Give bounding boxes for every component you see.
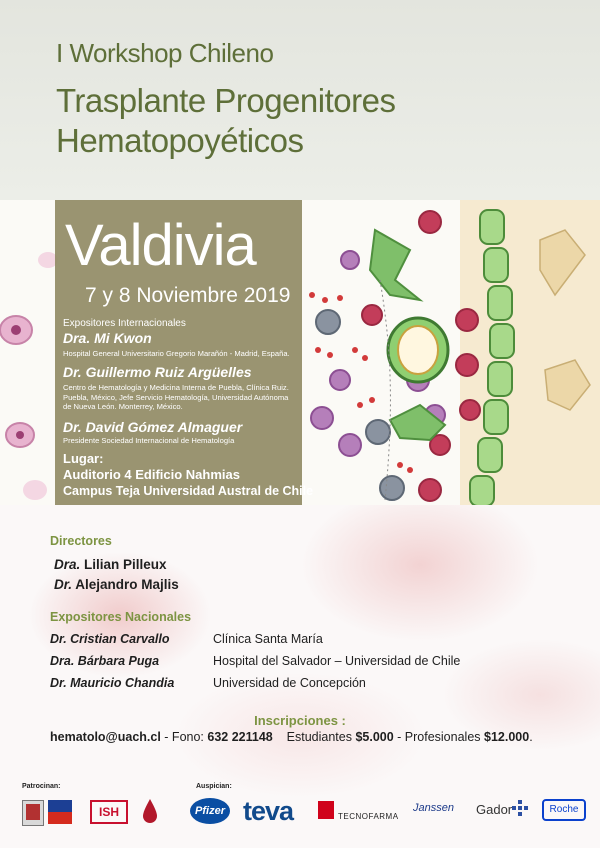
director-name [54, 557, 167, 572]
blood-drop-icon [142, 798, 158, 824]
event-info-panel [55, 200, 314, 505]
intl-speaker-name: Dra. Mi Kwon [63, 330, 152, 346]
phone-number: 632 221148 [207, 730, 273, 744]
venue-label: Lugar: [63, 451, 104, 466]
intl-speaker-affiliation: Hospital General Universitario Gregorio Marañón - Madrid, España. [63, 349, 290, 358]
janssen-logo: Janssen [413, 802, 454, 814]
national-speaker-affiliation: Universidad de Concepción [213, 676, 366, 690]
director-title: Dr. [54, 577, 73, 592]
tecnofarma-logo: TECNOFARMA [338, 812, 399, 821]
national-speaker-row [50, 654, 570, 672]
national-speaker-name: Dr. Mauricio Chandia [50, 676, 175, 690]
national-speaker-name: Dr. Cristian Carvallo [50, 632, 170, 646]
event-city: Valdivia [65, 213, 256, 278]
event-dates: 7 y 8 Noviembre 2019 [85, 284, 291, 307]
directors-heading: Directores [50, 534, 112, 548]
event-title-line-1: I Workshop Chileno [56, 38, 274, 68]
sentence-end: . [529, 730, 533, 744]
international-speakers-heading: Expositores Internacionales [63, 318, 186, 329]
director-title: Dra. [54, 557, 81, 572]
national-speaker-row [50, 632, 570, 650]
patrocinan-label: Patrocinan: [22, 783, 61, 790]
university-seal-logo [22, 800, 44, 826]
director-name [54, 577, 179, 592]
contact-email-link[interactable]: hematolo@uach.cl [50, 730, 161, 744]
teva-logo: teva [243, 796, 294, 826]
ish-logo: ISH [90, 800, 128, 824]
director-fullname: Lilian Pilleux [84, 557, 167, 572]
students-price: $5.000 [355, 730, 394, 744]
chile-government-logo [48, 800, 72, 824]
blood-drop-logo [142, 798, 158, 824]
seal-shield-icon [26, 804, 40, 820]
roche-logo: Roche [542, 799, 586, 821]
students-label: Estudiantes [286, 730, 356, 744]
national-speaker-name: Dra. Bárbara Puga [50, 654, 160, 668]
professionals-label: Profesionales [404, 730, 484, 744]
national-speaker-affiliation: Hospital del Salvador – Universidad de Chile [213, 654, 461, 668]
national-speaker-row [50, 676, 570, 694]
phone-label: - Fono: [160, 730, 208, 744]
professionals-price: $12.000 [484, 730, 530, 744]
gador-cross-icon [512, 800, 528, 816]
pfizer-logo: Pfizer [190, 798, 230, 824]
national-speakers-heading: Expositores Nacionales [50, 610, 192, 624]
venue-campus: Campus Teja Universidad Austral de Chile [63, 484, 314, 498]
intl-speaker-name: Dr. David Gómez Almaguer [63, 419, 243, 435]
registration-details [50, 730, 533, 744]
venue-place: Auditorio 4 Edificio Nahmias [63, 467, 240, 482]
event-title-line-2: Trasplante Progenitores [56, 82, 396, 119]
intl-speaker-name: Dr. Guillermo Ruiz Argüelles [63, 364, 252, 380]
gador-logo: Gador [476, 802, 513, 817]
national-speaker-affiliation: Clínica Santa María [213, 632, 323, 646]
director-fullname: Alejandro Majlis [75, 577, 179, 592]
header-band [0, 0, 600, 200]
tecnofarma-mark-icon [318, 801, 334, 819]
registration-heading: Inscripciones : [254, 713, 346, 728]
intl-speaker-affiliation: Centro de Hematología y Medicina Interna de Puebla, Clínica Ruiz. Puebla, México, Jefe Servicio Hematología, Universidad Autónoma de Nueva León. Monterrey, México. [63, 383, 289, 411]
event-title-line-3: Hematopoyéticos [56, 122, 304, 159]
intl-speaker-affiliation: Presidente Sociedad Internacional de Hematología [63, 436, 235, 445]
price-separator: - [393, 730, 405, 744]
auspician-label: Auspician: [196, 783, 232, 790]
